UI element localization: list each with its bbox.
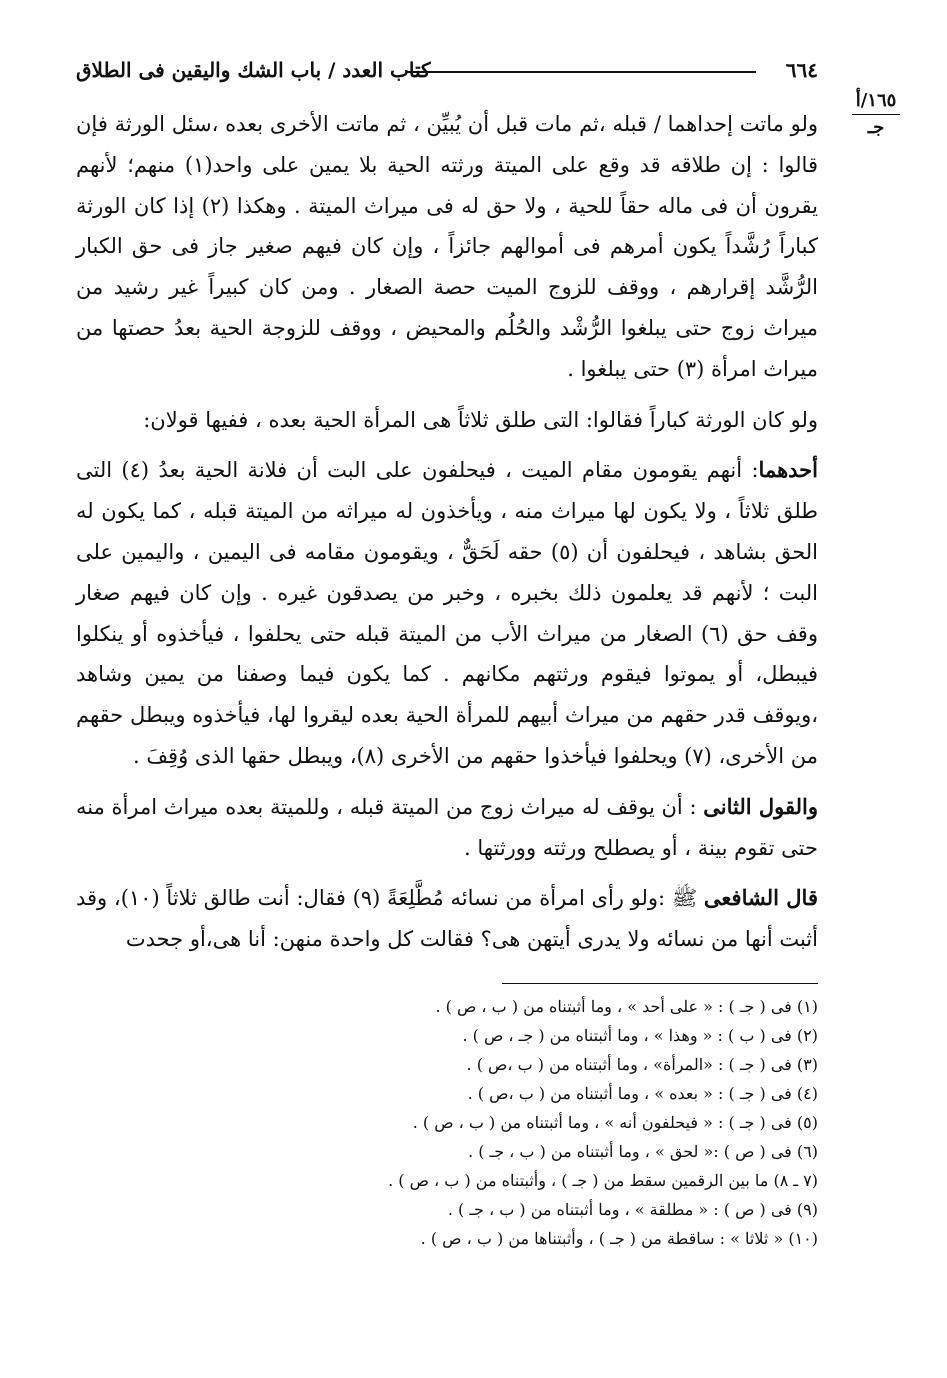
- page-header: [76, 58, 818, 88]
- main-text: [76, 104, 818, 960]
- margin-rule: [852, 114, 900, 115]
- margin-manuscript-siglum: جـ: [867, 117, 885, 138]
- footnote-separator: [502, 983, 818, 984]
- footnote: (٣) فى ( جـ ) : «المرأة» ، وما أثبتناه من ( ب ،ص ) .: [466, 1055, 818, 1074]
- running-title: كتاب العدد / باب الشك واليقين فى الطلاق: [76, 58, 431, 82]
- paragraph-text: : أنهم يقومون مقام الميت ، فيحلفون على البت أن فلانة الحية بعدُ (٤) التى طلق ثلاثاً ، ولا يكون لها ميراث منه ، ويأخذون له ميراثه من الميتة قبله ، كما يكون له الحق بشاهد ، فيحلفون أن (٥) حقه لَحَقٌّ ، ويقومون مقامه فى اليمين ، واليمين على البت ؛ لأنهم قد يعلمون ذلك بخبره ، وخبر من يصدقون غيره . وإن كان فيهم صغار وقف حق (٦) الصغار من ميراث الأب من الميتة قبله حتى يحلفوا ، فيأخذوه أو ينكلوا فيبطل، أو يموتوا فيقوم ورثتهم مكانهم . كما يكون فيما وصفنا من يمين وشاهد ،ويوقف قدر حقهم من ميراث أبيهم للمرأة الحية بعده ليقروا لها، فيأخذوه ويبطل حقهم من الأخرى، (٧) ويحلفوا فيأخذوا حقهم من الأخرى (٨)، ويبطل حقها الذى وُقِفَ .: [76, 458, 818, 768]
- paragraph: [76, 878, 818, 960]
- paragraph: [76, 787, 818, 869]
- paragraph-text: ﷺ :ولو رأى امرأة من نسائه مُطَّلِعَةً (٩) فقال: أنت طالق ثلاثاً (١٠)، وقد أثبت أنها من نسائه ولا يدرى أيتهن هى؟ فقالت كل واحدة منهن: أنا هى،أو جحدت: [76, 886, 818, 952]
- paragraph: [76, 400, 818, 441]
- paragraph-text: : أن يوقف له ميراث زوج من الميتة قبله ، وللميتة بعده ميراث امرأة منه حتى تقوم بينة ، أو يصطلح ورثته وورثتها .: [76, 794, 818, 860]
- paragraph-lead: أحدهما: [758, 457, 818, 483]
- footnote: (٥) فى ( جـ ) : « فيحلفون أنه » ، وما أثبتناه من ( ب ، ص ) .: [412, 1113, 818, 1132]
- page-number: ٦٦٤: [785, 58, 818, 82]
- footnote: (٢) فى ( ب ) : « وهذا » ، وما أثبتناه من ( جـ ، ص ) .: [462, 1026, 818, 1045]
- footnote: (٩) فى ( ص ) : « مطلقة » ، وما أثبتناه من ( ب ، جـ ) .: [447, 1200, 818, 1219]
- paragraph-lead: قال الشافعى: [703, 885, 818, 911]
- margin-folio: ١٦٥/أ: [855, 90, 897, 111]
- paragraph: [76, 104, 818, 390]
- header-rule: [406, 71, 756, 73]
- footnote: (١) فى ( جـ ) : « على أحد » ، وما أثبتناه من ( ب ، ص ) .: [435, 997, 818, 1016]
- footnote: (٤) فى ( جـ ) : « بعده » ، وما أثبتناه من ( ب ،ص ) .: [467, 1084, 818, 1103]
- paragraph-text: ولو كان الورثة كباراً فقالوا: التى طلق ثلاثاً هى المرأة الحية بعده ، ففيها قولان:: [143, 407, 818, 432]
- footnote: (١٠) « ثلاثا » : ساقطة من ( جـ ) ، وأثبتناها من ( ب ، ص ) .: [420, 1229, 818, 1248]
- footnotes: [300, 992, 818, 1253]
- margin-manuscript-ref: [846, 90, 906, 139]
- footnote: (٧ ـ ٨) ما بين الرقمين سقط من ( جـ ) ، وأثبتناه من ( ب ، ص ) .: [388, 1171, 818, 1190]
- footnote: (٦) فى ( ص ) :« لحق » ، وما أثبتناه من ( ب ، جـ ) .: [468, 1142, 818, 1161]
- paragraph-lead: والقول الثانى: [703, 793, 818, 819]
- paragraph: [76, 450, 818, 776]
- paragraph-text: ولو ماتت إحداهما / قبله ،ثم مات قبل أن يُبيِّن ، ثم ماتت الأخرى بعده ،سئل الورثة فإن قالوا : إن طلاقه قد وقع على الميتة ورثته الحية بلا يمين على واحد(١) منهم؛ لأنهم يقرون أن فى ماله حقاً للحية ، ولا حق له فى ميراث الميتة . وهكذا (٢) إذا كان الورثة كباراً رُشَّداً يكون أمرهم فى أموالهم جائزاً ، وإن كان فيهم صغير جاز فى حق الكبار الرُّشَّد إقرارهم ، ووقف للزوج الميت حصة الصغار . ومن كان كبيراً غير رشيد من ميراث زوج حتى يبلغوا الرُّشْد والحُلُم والمحيض ، ووقف للزوجة الحية بعدُ حصتها من ميراث امرأة (٣) حتى يبلغوا .: [76, 112, 818, 381]
